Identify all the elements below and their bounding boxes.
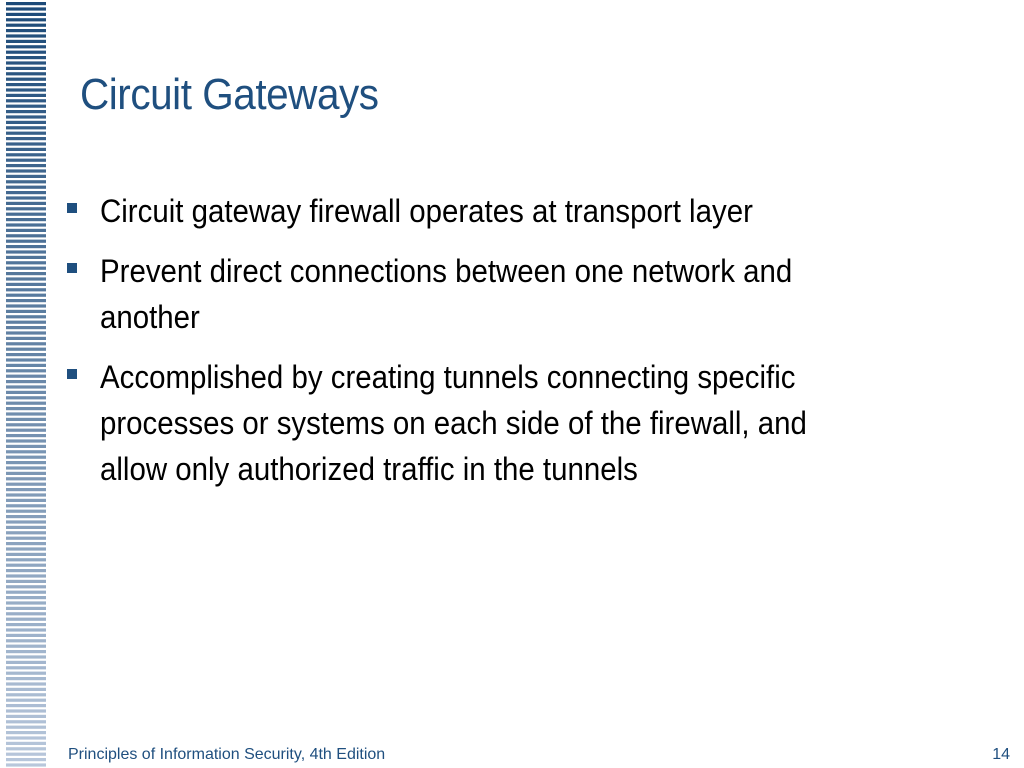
stripe-line xyxy=(6,569,46,572)
stripe-line xyxy=(6,445,46,448)
stripe-line xyxy=(6,294,46,297)
bullet-list xyxy=(64,188,924,506)
stripe-line xyxy=(6,369,46,372)
stripe-line xyxy=(6,7,46,10)
stripe-line xyxy=(6,650,46,653)
stripe-line xyxy=(6,396,46,399)
bullet-item xyxy=(64,248,924,340)
stripe-line xyxy=(6,321,46,324)
stripe-line xyxy=(6,758,46,761)
stripe-line xyxy=(6,709,46,712)
stripe-line xyxy=(6,618,46,621)
stripe-line xyxy=(6,223,46,226)
stripe-line xyxy=(6,407,46,410)
stripe-line xyxy=(6,402,46,405)
stripe-line xyxy=(6,677,46,680)
stripe-line xyxy=(6,2,46,5)
stripe-line xyxy=(6,40,46,43)
stripe-line xyxy=(6,78,46,81)
side-stripe-bar xyxy=(0,0,52,768)
stripe-line xyxy=(6,412,46,415)
stripe-line xyxy=(6,88,46,91)
stripe-line xyxy=(6,704,46,707)
stripe-line xyxy=(6,645,46,648)
stripe-line xyxy=(6,267,46,270)
stripe-line xyxy=(6,726,46,729)
stripe-line xyxy=(6,666,46,669)
stripe-line xyxy=(6,45,46,48)
stripe-line xyxy=(6,531,46,534)
stripe-line xyxy=(6,537,46,540)
stripe-line xyxy=(6,628,46,631)
stripe-line xyxy=(6,250,46,253)
stripe-line xyxy=(6,72,46,75)
page-number: 14 xyxy=(992,746,1010,763)
slide-title: Circuit Gateways xyxy=(80,70,379,119)
stripe-line xyxy=(6,504,46,507)
stripe-line xyxy=(6,132,46,135)
stripe-line xyxy=(6,466,46,469)
stripe-line xyxy=(6,142,46,145)
stripe-line xyxy=(6,542,46,545)
stripe-line xyxy=(6,418,46,421)
stripe-line xyxy=(6,353,46,356)
stripe-line xyxy=(6,688,46,691)
stripe-line xyxy=(6,520,46,523)
stripe-line xyxy=(6,24,46,27)
stripe-line xyxy=(6,585,46,588)
bullet-text: Circuit gateway firewall operates at transport layer xyxy=(100,193,753,229)
stripe-line xyxy=(6,429,46,432)
stripe-line xyxy=(6,693,46,696)
stripe-line xyxy=(6,34,46,37)
stripe-line xyxy=(6,299,46,302)
bullet-item xyxy=(64,354,924,492)
square-bullet-icon xyxy=(64,188,100,234)
stripe-line xyxy=(6,326,46,329)
stripe-line xyxy=(6,477,46,480)
stripe-line xyxy=(6,191,46,194)
stripe-line xyxy=(6,634,46,637)
stripe-line xyxy=(6,515,46,518)
bullet-text: Accomplished by creating tunnels connecting specific processes or systems on each side of the firewall, and allow only authorized traffic in the tunnels xyxy=(100,359,807,487)
stripe-line xyxy=(6,283,46,286)
stripe-line xyxy=(6,261,46,264)
stripe-line xyxy=(6,699,46,702)
stripe-line xyxy=(6,207,46,210)
stripe-line xyxy=(6,580,46,583)
stripe-line xyxy=(6,364,46,367)
stripe-line xyxy=(6,13,46,16)
stripe-line xyxy=(6,358,46,361)
stripe-line xyxy=(6,715,46,718)
stripe-line xyxy=(6,456,46,459)
square-bullet-icon xyxy=(64,354,100,400)
stripe-line xyxy=(6,213,46,216)
stripe-line xyxy=(6,461,46,464)
stripe-line xyxy=(6,218,46,221)
stripe-line xyxy=(6,661,46,664)
stripe-line xyxy=(6,137,46,140)
stripe-line xyxy=(6,245,46,248)
stripe-line xyxy=(6,763,46,766)
stripe-line xyxy=(6,731,46,734)
stripe-line xyxy=(6,439,46,442)
stripe-line xyxy=(6,310,46,313)
stripe-line xyxy=(6,639,46,642)
stripe-line xyxy=(6,574,46,577)
stripe-line xyxy=(6,148,46,151)
stripe-line xyxy=(6,591,46,594)
stripe-line xyxy=(6,753,46,756)
stripe-line xyxy=(6,601,46,604)
stripe-line xyxy=(6,564,46,567)
stripe-line xyxy=(6,655,46,658)
stripe-line xyxy=(6,169,46,172)
stripe-line xyxy=(6,337,46,340)
bullet-text: Prevent direct connections between one network and another xyxy=(100,253,793,335)
stripe-line xyxy=(6,450,46,453)
stripe-line xyxy=(6,29,46,32)
stripe-line xyxy=(6,196,46,199)
stripe-line xyxy=(6,105,46,108)
stripe-line xyxy=(6,288,46,291)
stripe-line xyxy=(6,747,46,750)
stripe-line xyxy=(6,434,46,437)
stripe-line xyxy=(6,672,46,675)
stripe-line xyxy=(6,472,46,475)
stripe-line xyxy=(6,331,46,334)
stripe-line xyxy=(6,61,46,64)
stripe-line xyxy=(6,304,46,307)
stripe-line xyxy=(6,558,46,561)
stripe-line xyxy=(6,736,46,739)
stripe-line xyxy=(6,115,46,118)
stripe-line xyxy=(6,175,46,178)
stripe-pattern-graphic xyxy=(0,0,52,768)
stripe-line xyxy=(6,423,46,426)
stripe-line xyxy=(6,380,46,383)
stripe-line xyxy=(6,315,46,318)
stripe-line xyxy=(6,272,46,275)
stripe-line xyxy=(6,375,46,378)
stripe-line xyxy=(6,607,46,610)
stripe-line xyxy=(6,488,46,491)
stripe-line xyxy=(6,682,46,685)
stripe-line xyxy=(6,385,46,388)
stripe-line xyxy=(6,229,46,232)
stripe-line xyxy=(6,153,46,156)
stripe-line xyxy=(6,240,46,243)
stripe-line xyxy=(6,186,46,189)
stripe-line xyxy=(6,391,46,394)
stripe-line xyxy=(6,493,46,496)
stripe-line xyxy=(6,67,46,70)
stripe-line xyxy=(6,526,46,529)
stripe-line xyxy=(6,256,46,259)
stripe-line xyxy=(6,121,46,124)
stripe-line xyxy=(6,202,46,205)
stripe-line xyxy=(6,510,46,513)
stripe-line xyxy=(6,94,46,97)
stripe-line xyxy=(6,342,46,345)
stripe-line xyxy=(6,180,46,183)
stripe-line xyxy=(6,612,46,615)
stripe-line xyxy=(6,99,46,102)
square-bullet-icon xyxy=(64,248,100,294)
footer-book-title: Principles of Information Security, 4th Edition xyxy=(68,746,386,763)
stripe-line xyxy=(6,553,46,556)
stripe-line xyxy=(6,164,46,167)
stripe-line xyxy=(6,742,46,745)
stripe-line xyxy=(6,110,46,113)
stripe-line xyxy=(6,83,46,86)
stripe-line xyxy=(6,596,46,599)
stripe-line xyxy=(6,56,46,59)
stripe-line xyxy=(6,51,46,54)
stripe-line xyxy=(6,499,46,502)
stripe-line xyxy=(6,18,46,21)
stripe-line xyxy=(6,348,46,351)
stripe-line xyxy=(6,720,46,723)
stripe-line xyxy=(6,126,46,129)
stripe-line xyxy=(6,277,46,280)
stripe-line xyxy=(6,623,46,626)
stripe-line xyxy=(6,234,46,237)
stripe-line xyxy=(6,547,46,550)
stripe-line xyxy=(6,159,46,162)
stripe-line xyxy=(6,483,46,486)
bullet-item xyxy=(64,188,924,234)
